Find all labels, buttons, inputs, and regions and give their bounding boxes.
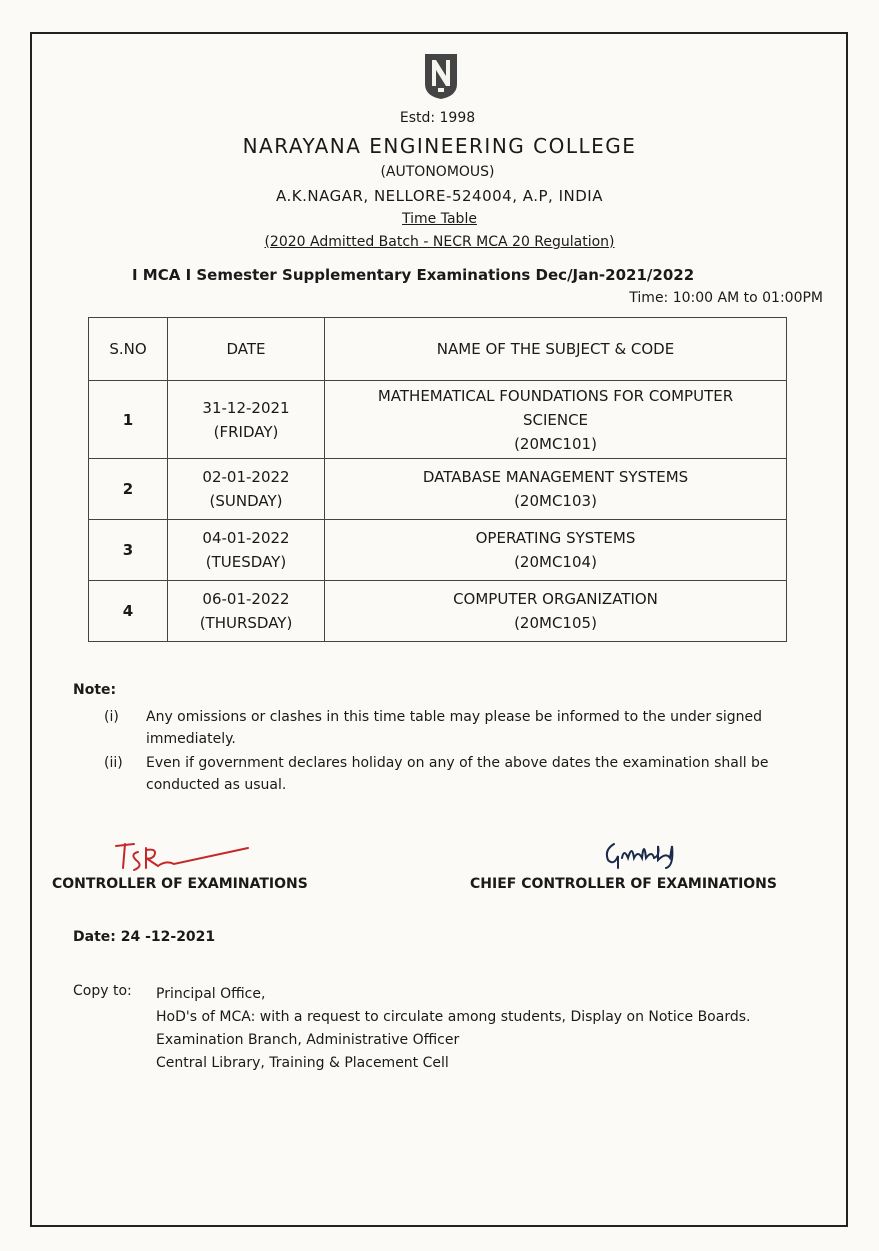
exam-date: 31-12-2021 <box>202 398 290 417</box>
row-date <box>168 381 325 459</box>
exam-date: 02-01-2022 <box>202 468 290 486</box>
subject-name: COMPUTER ORGANIZATION <box>453 590 658 608</box>
document-title: Time Table <box>402 211 477 227</box>
row-subject <box>325 381 787 459</box>
subject-code: (20MC105) <box>514 614 597 632</box>
table-row <box>89 381 787 459</box>
note-text: Any omissions or clashes in this time table may please be informed to the under signed immediately. <box>146 709 763 747</box>
note-number: (ii) <box>104 755 123 771</box>
college-name: NARAYANA ENGINEERING COLLEGE <box>242 134 637 158</box>
subject-name: DATABASE MANAGEMENT SYSTEMS <box>422 468 689 486</box>
row-sno: 3 <box>89 520 168 581</box>
exam-time: Time: 10:00 AM to 01:00PM <box>629 290 823 306</box>
exam-day: (FRIDAY) <box>213 422 279 441</box>
controller-title: CONTROLLER OF EXAMINATIONS <box>52 876 308 892</box>
subject-code: (20MC101) <box>514 434 597 453</box>
subject-name-cont: SCIENCE <box>522 410 589 429</box>
table-row <box>89 520 787 581</box>
table-header-row <box>89 318 787 381</box>
chief-controller-title: CHIEF CONTROLLER OF EXAMINATIONS <box>470 876 777 892</box>
row-sno: 1 <box>89 381 168 459</box>
batch-regulation: (2020 Admitted Batch - NECR MCA 20 Regulation) <box>264 234 615 250</box>
issue-date: Date: 24 -12-2021 <box>73 929 216 945</box>
header-subject: NAME OF THE SUBJECT & CODE <box>325 318 787 381</box>
copy-recipient: Principal Office, <box>156 986 266 1002</box>
row-date <box>168 520 325 581</box>
subject-code: (20MC104) <box>514 553 597 571</box>
table-row <box>89 459 787 520</box>
row-sno: 2 <box>89 459 168 520</box>
college-address: A.K.NAGAR, NELLORE-524004, A.P, INDIA <box>276 187 603 205</box>
header-date: DATE <box>168 318 325 381</box>
row-subject <box>325 581 787 642</box>
exam-date: 06-01-2022 <box>202 590 290 608</box>
subject-name: MATHEMATICAL FOUNDATIONS FOR COMPUTER <box>377 386 734 405</box>
row-sno: 4 <box>89 581 168 642</box>
chief-controller-signature-icon <box>600 836 700 870</box>
note-label: Note: <box>73 682 117 698</box>
row-date <box>168 581 325 642</box>
copy-recipient: Central Library, Training & Placement Cell <box>156 1055 449 1071</box>
copy-to-label: Copy to: <box>73 983 132 999</box>
exam-day: (THURSDAY) <box>199 614 293 632</box>
timetable <box>88 317 787 642</box>
exam-title: I MCA I Semester Supplementary Examinations Dec/Jan-2021/2022 <box>132 266 695 284</box>
row-subject <box>325 459 787 520</box>
autonomous-label: (AUTONOMOUS) <box>380 164 495 180</box>
note-text: Even if government declares holiday on any of the above dates the examination shall be conducted as usual. <box>146 755 769 793</box>
exam-day: (TUESDAY) <box>205 553 287 571</box>
copy-recipient: HoD's of MCA: with a request to circulate among students, Display on Notice Boards. <box>156 1009 751 1025</box>
established-year: Estd: 1998 <box>399 110 476 126</box>
subject-name: OPERATING SYSTEMS <box>475 529 636 547</box>
college-logo-icon <box>421 52 461 100</box>
note-number: (i) <box>104 709 119 725</box>
table-row <box>89 581 787 642</box>
copy-to-list <box>156 983 750 1075</box>
header-sno: S.NO <box>89 318 168 381</box>
exam-date: 04-01-2022 <box>202 529 290 547</box>
row-date <box>168 459 325 520</box>
exam-day: (SUNDAY) <box>209 492 283 510</box>
subject-code: (20MC103) <box>514 492 597 510</box>
copy-recipient: Examination Branch, Administrative Officer <box>156 1032 460 1048</box>
controller-signature-icon <box>112 838 252 874</box>
row-subject <box>325 520 787 581</box>
